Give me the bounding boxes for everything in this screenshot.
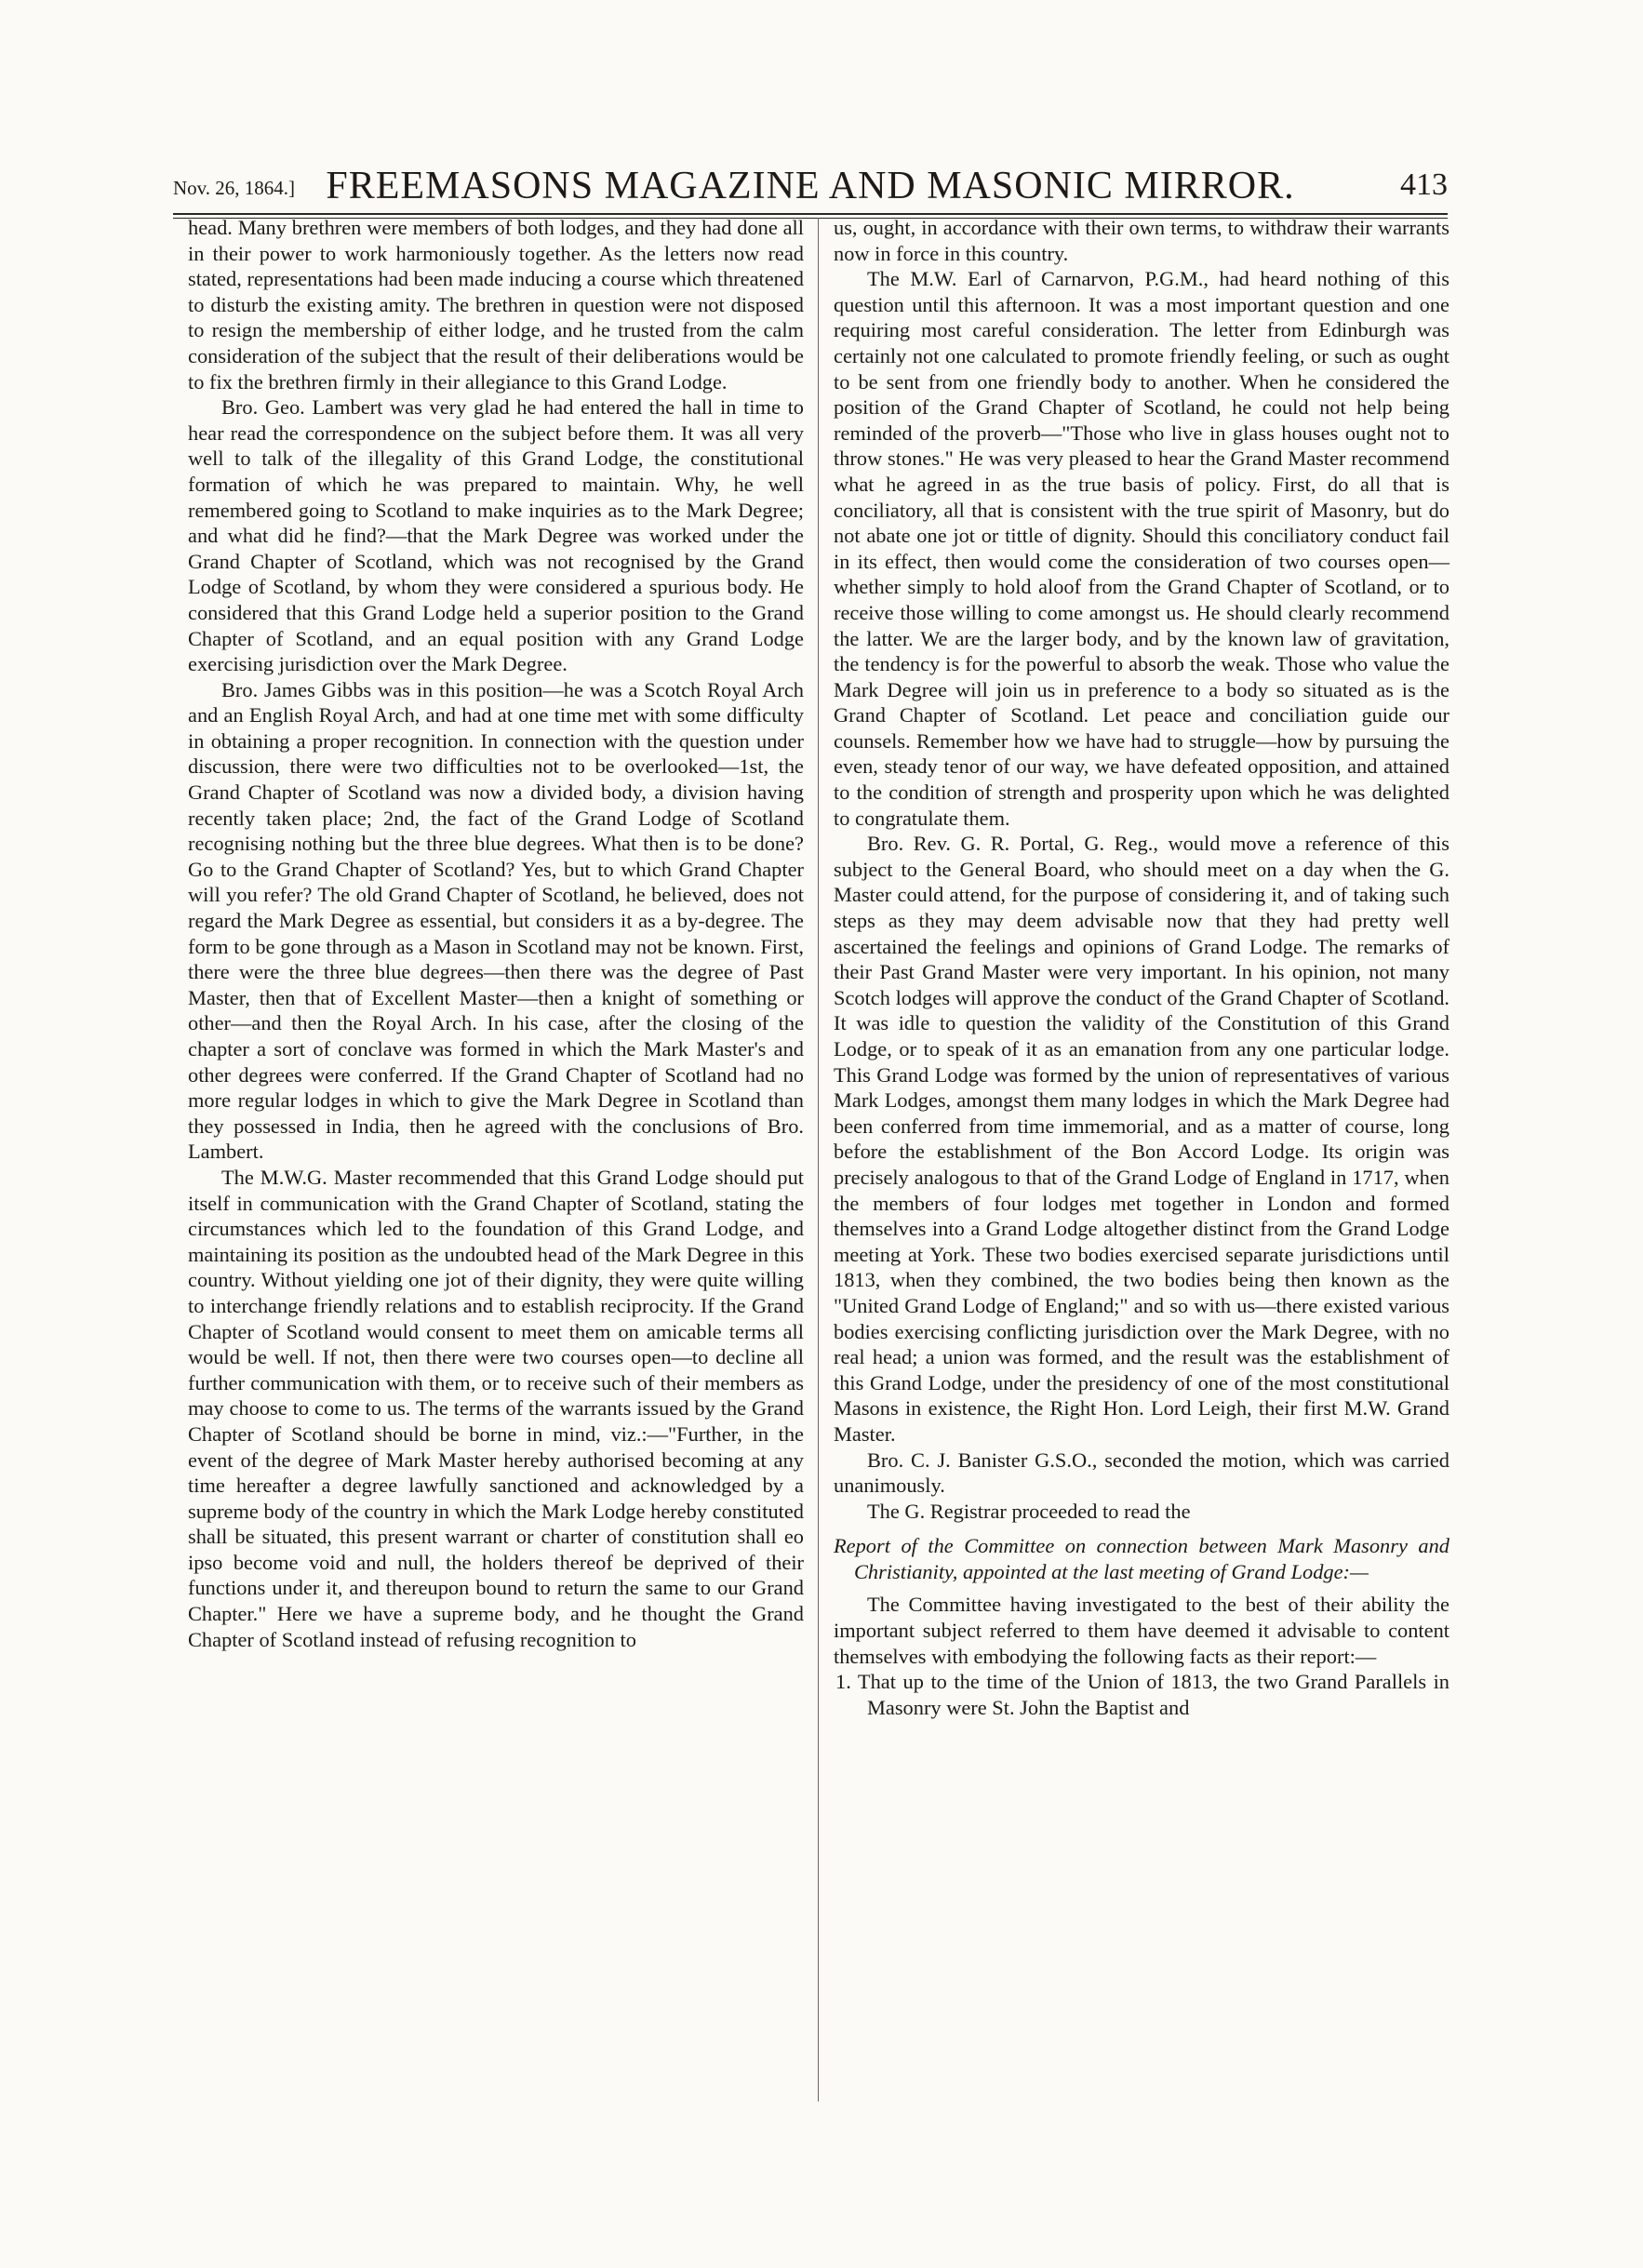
paragraph: The M.W. Earl of Carnarvon, P.G.M., had heard nothing of this question until this afternoon. It was a most important question and one requiring most careful consideration. The letter from Edinburgh was certainly not one calculated to promote friendly feeling, or such as ought to be sent from one friendly body to another. When he considered the position of the Grand Chapter of Scotland, he could not help being reminded of the proverb—"Those who live in glass houses ought not to throw stones." He was very pleased to hear the Grand Master recommend what he agreed in as the true basis of policy. First, do all that is conciliatory, all that is consistent with the true spirit of Masonry, but do not abate one jot or tittle of dignity. Should this conciliatory conduct fail in its effect, then would come the consideration of two courses open—whether simply to hold aloof from the Grand Chapter of Scotland, or to receive those willing to come amongst us. He should clearly recommend the latter. We are the larger body, and by the known law of gravitation, the tendency is for the powerful to absorb the weak. Those who value the Mark Degree will join us in preference to a body so situated as is the Grand Chapter of Scotland. Let peace and conciliation guide our counsels. Remember how we have had to struggle—how by pursuing the even, steady tenor of our way, we have defeated opposition, and attained to the condition of strength and prosperity upon which he was delighted to congratulate them. [834, 267, 1449, 830]
issue-date: Nov. 26, 1864.] [173, 177, 296, 199]
left-column [188, 215, 804, 1652]
paragraph: Bro. James Gibbs was in this position—he was a Scotch Royal Arch and an English Royal Arch, and had at one time met with some difficulty in obtaining a proper recognition. In connection with the question under discussion, there were two difficulties not to be overlooked—1st, the Grand Chapter of Scotland was now a divided body, a division having recently taken place; 2nd, the fact of the Grand Lodge of Scotland recognising nothing but the three blue degrees. What then is to be done? Go to the Grand Chapter of Scotland? Yes, but to which Grand Chapter will you refer? The old Grand Chapter of Scotland, he believed, does not regard the Mark Degree as essential, but considers it as a by-degree. The form to be gone through as a Mason in Scotland may not be known. First, there were the three blue degrees—then there was the degree of Past Master, then that of Excellent Master—then a knight of something or other—and then the Royal Arch. In his case, after the closing of the chapter a sort of conclave was formed in which the Mark Master's and other degrees were conferred. If the Grand Chapter of Scotland had no more regular lodges in which to give the Mark Degree in Scotland than they possessed in India, then he agreed with the conclusions of Bro. Lambert. [188, 677, 804, 1164]
report-item: 1. That up to the time of the Union of 1813, the two Grand Parallels in Masonry were St. John the Baptist and [835, 1670, 1449, 1719]
paragraph: Bro. C. J. Banister G.S.O., seconded the motion, which was carried unanimously. [834, 1448, 1449, 1498]
right-column [834, 215, 1449, 1720]
masthead-title: FREEMASONS MAGAZINE AND MASONIC MIRROR. [326, 165, 1295, 207]
paragraph: us, ought, in accordance with their own terms, to withdraw their warrants now in force in this country. [834, 216, 1449, 265]
page-number: 413 [1400, 167, 1448, 202]
paragraph: The M.W.G. Master recommended that this Grand Lodge should put itself in communication with the Grand Chapter of Scotland, stating the circumstances which led to the foundation of this Grand Lodge, and maintaining its position as the undoubted head of the Mark Degree in this country. Without yielding one jot of their dignity, they were quite willing to interchange friendly relations and to establish reciprocity. If the Grand Chapter of Scotland would consent to meet them on amicable terms all would be well. If not, then there were two courses open—to decline all further communication with them, or to receive such of their members as may choose to come to us. The terms of the warrants issued by the Grand Chapter of Scotland should be borne in mind, viz.:—"Further, in the event of the degree of Mark Master hereby authorised becoming at any time hereafter a degree lawfully sanctioned and acknowledged by a supreme body of the country in which the Mark Lodge hereby constituted shall be situated, this present warrant or charter of constitution shall eo ipso become void and null, the holders thereof be deprived of their functions under it, and thereupon bound to return the same to our Grand Chapter." Here we have a supreme body, and he thought the Grand Chapter of Scotland instead of refusing recognition to [188, 1165, 804, 1651]
paragraph: head. Many brethren were members of both lodges, and they had done all in their power to work harmoniously together. As the letters now read stated, representations had been made inducing a course which threatened to disturb the existing amity. The brethren in question were not disposed to resign the membership of either lodge, and he trusted from the calm consideration of the subject that the result of their deliberations would be to fix the brethren firmly in their allegiance to this Grand Lodge. [188, 216, 804, 394]
paragraph: Bro. Rev. G. R. Portal, G. Reg., would move a reference of this subject to the General Board, who should meet on a day when the G. Master could attend, for the purpose of considering it, and of taking such steps as they may deem advisable now that they had pretty well ascertained the feelings and opinions of Grand Lodge. The remarks of their Past Grand Master were very important. In his opinion, not many Scotch lodges will approve the conduct of the Grand Chapter of Scotland. It was idle to question the validity of the Constitution of this Grand Lodge, or to speak of it as an emanation from any one particular lodge. This Grand Lodge was formed by the union of representatives of various Mark Lodges, amongst them many lodges in which the Mark Degree had been conferred from time immemorial, and as a matter of course, long before the establishment of the Bon Accord Lodge. Its origin was precisely analogous to that of the Grand Lodge of England in 1717, when the members of four lodges met together in London and formed themselves into a Grand Lodge altogether distinct from the Grand Lodge meeting at York. These two bodies exercised separate jurisdictions until 1813, when they combined, the two bodies being then known as the "United Grand Lodge of England;" and so with us—there existed various bodies exercising conflicting jurisdiction over the Mark Degree, with no real head; a union was formed, and the result was the establishment of this Grand Lodge, under the presidency of one of the most constitutional Masons in existence, the Right Hon. Lord Leigh, their first M.W. Grand Master. [834, 832, 1449, 1446]
paragraph: The Committee having investigated to the best of their ability the important subject referred to them have deemed it advisable to content themselves with embodying the following facts as their report:— [834, 1593, 1449, 1668]
paragraph: The G. Registrar proceeded to read the [867, 1499, 1191, 1523]
report-heading: Report of the Committee on connection between Mark Masonry and Christianity, appointed at the last meeting of Grand Lodge:— [834, 1534, 1449, 1583]
page-header [173, 164, 1448, 208]
column-divider [818, 218, 819, 2101]
paragraph: Bro. Geo. Lambert was very glad he had entered the hall in time to hear read the correspondence on the subject before them. It was all very well to talk of the illegality of this Grand Lodge, the constitutional formation of which he was prepared to maintain. Why, he well remembered going to Scotland to make inquiries as to the Mark Degree; and what did he find?—that the Mark Degree was worked under the Grand Chapter of Scotland, which was not recognised by the Grand Lodge of Scotland, by whom they were considered a spurious body. He considered that this Grand Lodge held a superior position to the Grand Chapter of Scotland, and an equal position with any Grand Lodge exercising jurisdiction over the Mark Degree. [188, 395, 804, 676]
